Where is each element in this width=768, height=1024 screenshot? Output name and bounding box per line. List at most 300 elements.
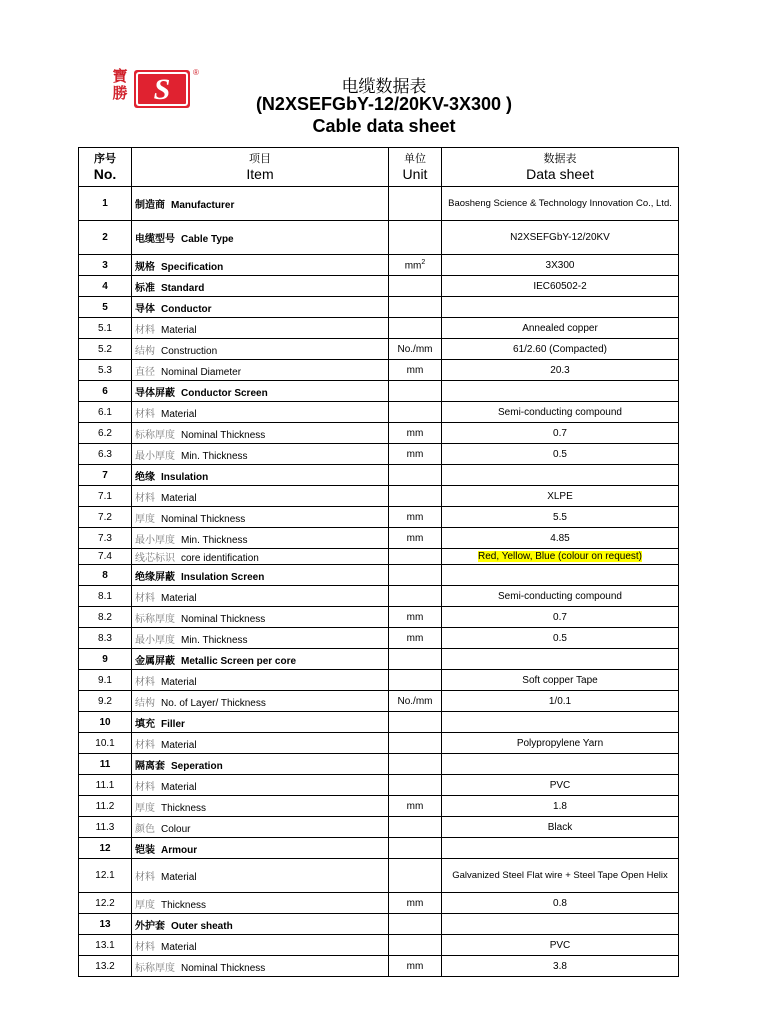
value-text: 61/2.60 (Compacted) xyxy=(513,343,607,355)
row-unit xyxy=(389,628,442,649)
table-row xyxy=(79,297,679,318)
item-english: Cable Type xyxy=(181,234,234,245)
table-row xyxy=(79,586,679,607)
row-item xyxy=(132,381,389,402)
row-item xyxy=(132,423,389,444)
item-chinese: 材料 xyxy=(135,592,155,604)
table-row xyxy=(79,507,679,528)
row-unit xyxy=(389,565,442,586)
item-chinese: 厚度 xyxy=(135,899,155,911)
title-chinese: 电缆数据表 xyxy=(341,77,427,97)
item-english: Material xyxy=(161,408,197,420)
row-number: 1 xyxy=(79,187,132,221)
row-item xyxy=(132,444,389,465)
item-english: Material xyxy=(161,739,197,751)
row-item xyxy=(132,297,389,318)
value-text: 1/0.1 xyxy=(548,695,572,707)
item-chinese: 结构 xyxy=(135,697,155,709)
logo-chinese-text: 寶 勝 xyxy=(112,67,128,102)
item-english: Metallic Screen per core xyxy=(181,655,297,667)
row-number: 13.2 xyxy=(79,956,132,977)
row-value xyxy=(442,670,679,691)
row-number: 12.2 xyxy=(79,893,132,914)
row-value xyxy=(442,255,679,276)
row-item xyxy=(132,486,389,507)
row-number: 9.2 xyxy=(79,691,132,712)
item-chinese: 铠装 xyxy=(135,844,155,856)
row-item xyxy=(132,187,389,221)
item-english: Filler xyxy=(161,718,185,730)
table-row xyxy=(79,444,679,465)
table-row xyxy=(79,565,679,586)
unit-text: mm xyxy=(404,260,422,272)
item-chinese: 导体屏蔽 xyxy=(135,387,175,399)
table-row xyxy=(79,775,679,796)
row-number: 12.1 xyxy=(79,859,132,893)
table-row xyxy=(79,691,679,712)
item-chinese: 材料 xyxy=(135,324,155,336)
row-number: 6.2 xyxy=(79,423,132,444)
table-row xyxy=(79,796,679,817)
row-number: 13.1 xyxy=(79,935,132,956)
row-value xyxy=(442,360,679,381)
item-english: Seperation xyxy=(171,760,223,772)
row-item xyxy=(132,221,389,255)
cable-data-table xyxy=(78,147,679,977)
row-value xyxy=(442,838,679,859)
value-text: 0.5 xyxy=(553,632,567,644)
item-chinese: 材料 xyxy=(135,781,155,793)
row-item xyxy=(132,733,389,754)
item-chinese: 材料 xyxy=(135,739,155,751)
item-chinese: 标称厚度 xyxy=(135,962,175,974)
value-text: Red, Yellow, Blue (colour on request) xyxy=(478,551,642,562)
row-value xyxy=(442,549,679,565)
table-header-row xyxy=(79,148,679,187)
row-value xyxy=(442,276,679,297)
row-value xyxy=(442,402,679,423)
row-unit xyxy=(389,255,442,276)
table-row xyxy=(79,607,679,628)
row-unit xyxy=(389,607,442,628)
value-text: Galvanized Steel Flat wire + Steel Tape Open Helix xyxy=(452,870,668,881)
table-row xyxy=(79,649,679,670)
row-item xyxy=(132,565,389,586)
row-number: 7 xyxy=(79,465,132,486)
row-item xyxy=(132,528,389,549)
row-unit xyxy=(389,318,442,339)
unit-text: No./mm xyxy=(397,695,433,707)
item-english: Specification xyxy=(161,261,224,273)
unit-text: No./mm xyxy=(397,343,433,355)
table-row xyxy=(79,733,679,754)
row-value xyxy=(442,507,679,528)
item-chinese: 最小厚度 xyxy=(135,634,175,646)
item-english: Material xyxy=(161,781,197,793)
row-unit xyxy=(389,528,442,549)
row-item xyxy=(132,255,389,276)
table-row xyxy=(79,402,679,423)
item-chinese: 隔离套 xyxy=(135,760,165,772)
row-number: 10 xyxy=(79,712,132,733)
row-unit xyxy=(389,775,442,796)
item-chinese: 最小厚度 xyxy=(135,534,175,546)
item-english: Nominal Thickness xyxy=(181,429,266,441)
row-item xyxy=(132,712,389,733)
item-chinese: 制造商 xyxy=(135,200,165,211)
value-text: N2XSEFGbY-12/20KV xyxy=(510,232,610,243)
row-value xyxy=(442,586,679,607)
item-english: Material xyxy=(161,941,197,953)
table-row xyxy=(79,817,679,838)
item-chinese: 标称厚度 xyxy=(135,613,175,625)
table-row xyxy=(79,276,679,297)
table-row xyxy=(79,712,679,733)
item-chinese: 材料 xyxy=(135,408,155,420)
table-row xyxy=(79,859,679,893)
row-number: 7.3 xyxy=(79,528,132,549)
item-english: Material xyxy=(161,872,197,883)
row-unit xyxy=(389,381,442,402)
row-number: 9 xyxy=(79,649,132,670)
item-english: Min. Thickness xyxy=(181,634,248,646)
row-unit xyxy=(389,549,442,565)
item-chinese: 材料 xyxy=(135,676,155,688)
row-number: 3 xyxy=(79,255,132,276)
row-value xyxy=(442,528,679,549)
row-value xyxy=(442,297,679,318)
title-english: Cable data sheet xyxy=(312,116,456,136)
table-row xyxy=(79,465,679,486)
item-english: Material xyxy=(161,676,197,688)
row-number: 6.3 xyxy=(79,444,132,465)
value-text: 0.5 xyxy=(553,448,567,460)
item-chinese: 厚度 xyxy=(135,802,155,814)
item-chinese: 规格 xyxy=(135,261,155,273)
row-value xyxy=(442,956,679,977)
item-english: Nominal Thickness xyxy=(161,513,246,525)
unit-text: mm xyxy=(406,897,424,909)
table-row xyxy=(79,318,679,339)
table-row xyxy=(79,838,679,859)
table-row xyxy=(79,339,679,360)
unit-text: mm xyxy=(406,532,424,544)
title-model: (N2XSEFGbY-12/20KV-3X300 ) xyxy=(255,94,513,114)
value-text: 3.8 xyxy=(553,960,567,972)
unit-text: mm xyxy=(406,427,424,439)
row-item xyxy=(132,670,389,691)
row-number: 6 xyxy=(79,381,132,402)
item-english: Nominal Diameter xyxy=(161,366,242,378)
row-item xyxy=(132,276,389,297)
row-unit xyxy=(389,935,442,956)
value-text: 0.8 xyxy=(553,897,567,909)
row-value xyxy=(442,318,679,339)
table-row xyxy=(79,956,679,977)
row-unit xyxy=(389,486,442,507)
row-unit xyxy=(389,670,442,691)
item-chinese: 材料 xyxy=(135,941,155,953)
row-value xyxy=(442,859,679,893)
value-text: Annealed copper xyxy=(522,322,598,334)
table-row xyxy=(79,528,679,549)
value-text: Black xyxy=(547,821,573,833)
item-chinese: 最小厚度 xyxy=(135,450,175,462)
unit-text: mm xyxy=(406,960,424,972)
row-unit xyxy=(389,914,442,935)
item-chinese: 外护套 xyxy=(135,920,165,932)
item-chinese: 金属屏蔽 xyxy=(135,655,175,667)
header-item: 项目 Item xyxy=(132,148,389,187)
row-value xyxy=(442,381,679,402)
row-unit xyxy=(389,339,442,360)
row-number: 8.1 xyxy=(79,586,132,607)
row-value xyxy=(442,607,679,628)
row-value xyxy=(442,565,679,586)
row-value xyxy=(442,423,679,444)
row-number: 11 xyxy=(79,754,132,775)
value-text: Baosheng Science & Technology Innovation Co., Ltd. xyxy=(448,198,672,209)
unit-text: mm xyxy=(406,448,424,460)
row-number: 11.2 xyxy=(79,796,132,817)
row-number: 7.2 xyxy=(79,507,132,528)
item-english: Min. Thickness xyxy=(181,450,248,462)
row-unit xyxy=(389,893,442,914)
row-value xyxy=(442,691,679,712)
value-text: Soft copper Tape xyxy=(522,674,598,686)
row-item xyxy=(132,691,389,712)
item-chinese: 结构 xyxy=(135,345,155,357)
registered-mark: ® xyxy=(193,68,199,77)
item-chinese: 材料 xyxy=(135,492,155,504)
row-item xyxy=(132,465,389,486)
row-number: 11.1 xyxy=(79,775,132,796)
value-text: 1.8 xyxy=(553,800,567,812)
row-item xyxy=(132,838,389,859)
row-value xyxy=(442,444,679,465)
item-chinese: 绝缘屏蔽 xyxy=(135,571,175,583)
row-item xyxy=(132,893,389,914)
row-item xyxy=(132,507,389,528)
item-english: Armour xyxy=(161,844,198,856)
row-item xyxy=(132,360,389,381)
row-item xyxy=(132,817,389,838)
row-value xyxy=(442,712,679,733)
row-number: 6.1 xyxy=(79,402,132,423)
item-english: Thickness xyxy=(161,899,207,911)
unit-text: mm xyxy=(406,511,424,523)
row-unit xyxy=(389,586,442,607)
table-row xyxy=(79,628,679,649)
item-english: Outer sheath xyxy=(171,920,233,932)
row-number: 8 xyxy=(79,565,132,586)
row-value xyxy=(442,775,679,796)
value-text: Polypropylene Yarn xyxy=(516,737,604,749)
row-item xyxy=(132,607,389,628)
value-text: PVC xyxy=(549,779,571,791)
row-value xyxy=(442,754,679,775)
item-english: Thickness xyxy=(161,802,207,814)
row-item xyxy=(132,549,389,565)
unit-text: mm xyxy=(406,364,424,376)
value-text: 5.5 xyxy=(553,511,567,523)
table-row xyxy=(79,754,679,775)
row-number: 7.1 xyxy=(79,486,132,507)
table-row xyxy=(79,670,679,691)
item-chinese: 颜色 xyxy=(135,823,155,835)
row-value xyxy=(442,339,679,360)
value-text: 3X300 xyxy=(545,259,575,271)
row-value xyxy=(442,649,679,670)
item-english: Construction xyxy=(161,345,218,357)
row-item xyxy=(132,318,389,339)
row-unit xyxy=(389,465,442,486)
row-value xyxy=(442,628,679,649)
item-english: Conductor xyxy=(161,303,212,315)
item-chinese: 线芯标识 xyxy=(135,553,175,564)
row-number: 2 xyxy=(79,221,132,255)
row-item xyxy=(132,956,389,977)
row-number: 11.3 xyxy=(79,817,132,838)
item-chinese: 标称厚度 xyxy=(135,429,175,441)
row-unit xyxy=(389,507,442,528)
item-english: Manufacturer xyxy=(171,200,235,211)
row-number: 5.3 xyxy=(79,360,132,381)
row-number: 5.2 xyxy=(79,339,132,360)
row-number: 5.1 xyxy=(79,318,132,339)
row-number: 13 xyxy=(79,914,132,935)
row-number: 4 xyxy=(79,276,132,297)
item-chinese: 电缆型号 xyxy=(135,234,175,245)
row-unit xyxy=(389,733,442,754)
item-chinese: 标准 xyxy=(135,282,155,294)
item-chinese: 厚度 xyxy=(135,513,155,525)
row-item xyxy=(132,649,389,670)
row-unit xyxy=(389,691,442,712)
table-row xyxy=(79,360,679,381)
row-value xyxy=(442,733,679,754)
row-item xyxy=(132,754,389,775)
item-english: Conductor Screen xyxy=(181,387,268,399)
row-unit xyxy=(389,796,442,817)
row-item xyxy=(132,402,389,423)
value-text: 20.3 xyxy=(550,364,570,376)
row-value xyxy=(442,221,679,255)
row-item xyxy=(132,914,389,935)
row-unit xyxy=(389,221,442,255)
table-row xyxy=(79,423,679,444)
table-row xyxy=(79,914,679,935)
row-number: 7.4 xyxy=(79,549,132,565)
row-unit xyxy=(389,444,442,465)
row-item xyxy=(132,796,389,817)
row-unit xyxy=(389,297,442,318)
table-row xyxy=(79,221,679,255)
item-english: No. of Layer/ Thickness xyxy=(161,697,266,709)
svg-text:S: S xyxy=(153,73,171,106)
table-row xyxy=(79,549,679,565)
item-chinese: 导体 xyxy=(135,303,155,315)
value-text: 4.85 xyxy=(550,532,570,544)
header-unit: 单位 Unit xyxy=(389,148,442,187)
item-english: Nominal Thickness xyxy=(181,962,266,974)
item-english: Min. Thickness xyxy=(181,534,248,546)
row-unit xyxy=(389,712,442,733)
row-number: 5 xyxy=(79,297,132,318)
item-english: Insulation xyxy=(161,471,209,483)
row-value xyxy=(442,465,679,486)
item-chinese: 填充 xyxy=(135,718,155,730)
row-item xyxy=(132,775,389,796)
row-unit xyxy=(389,956,442,977)
header-data-sheet: 数据表 Data sheet xyxy=(442,148,679,187)
row-item xyxy=(132,586,389,607)
row-value xyxy=(442,187,679,221)
value-text: Semi-conducting compound xyxy=(498,406,622,418)
row-value xyxy=(442,914,679,935)
row-number: 10.1 xyxy=(79,733,132,754)
row-value xyxy=(442,796,679,817)
item-chinese: 材料 xyxy=(135,872,155,883)
row-value xyxy=(442,935,679,956)
item-chinese: 直径 xyxy=(135,366,155,378)
row-value xyxy=(442,893,679,914)
row-value xyxy=(442,817,679,838)
row-unit xyxy=(389,276,442,297)
table-row xyxy=(79,486,679,507)
item-english: Insulation Screen xyxy=(181,571,265,583)
value-text: Semi-conducting compound xyxy=(498,590,622,602)
value-text: XLPE xyxy=(547,490,573,502)
row-unit xyxy=(389,649,442,670)
row-unit xyxy=(389,838,442,859)
row-number: 8.2 xyxy=(79,607,132,628)
item-english: Material xyxy=(161,492,197,504)
row-item xyxy=(132,339,389,360)
row-unit xyxy=(389,817,442,838)
table-row xyxy=(79,935,679,956)
item-english: Standard xyxy=(161,282,205,294)
row-unit xyxy=(389,402,442,423)
table-row xyxy=(79,381,679,402)
item-english: core identification xyxy=(181,553,259,564)
item-english: Material xyxy=(161,324,197,336)
row-number: 8.3 xyxy=(79,628,132,649)
row-number: 12 xyxy=(79,838,132,859)
table-row xyxy=(79,893,679,914)
item-english: Nominal Thickness xyxy=(181,613,266,625)
row-unit xyxy=(389,187,442,221)
row-unit xyxy=(389,754,442,775)
row-item xyxy=(132,935,389,956)
row-item xyxy=(132,859,389,893)
item-chinese: 绝缘 xyxy=(135,471,155,483)
row-number: 9.1 xyxy=(79,670,132,691)
table-row xyxy=(79,255,679,276)
row-value xyxy=(442,486,679,507)
row-item xyxy=(132,628,389,649)
unit-superscript: 2 xyxy=(421,258,426,266)
unit-text: mm xyxy=(406,611,424,623)
row-unit xyxy=(389,423,442,444)
item-english: Colour xyxy=(161,823,191,835)
value-text: 0.7 xyxy=(553,427,567,439)
value-text: IEC60502-2 xyxy=(533,280,587,292)
header-no: 序号 No. xyxy=(79,148,132,187)
unit-text: mm xyxy=(406,632,424,644)
row-unit xyxy=(389,360,442,381)
table-row xyxy=(79,187,679,221)
